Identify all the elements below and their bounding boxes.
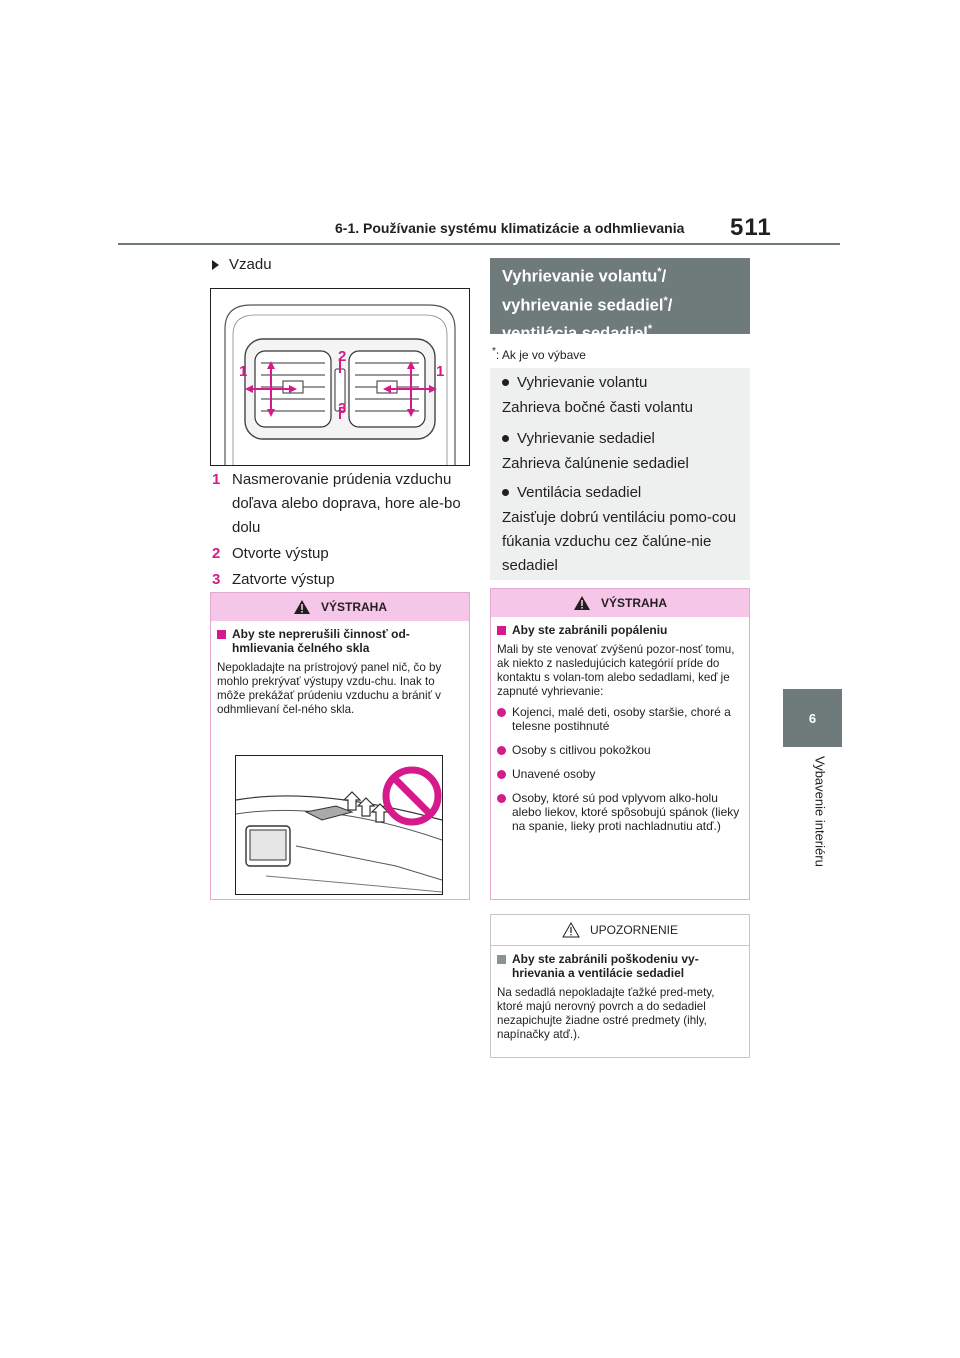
footnote [492, 346, 586, 362]
instruction-number: 1 [212, 471, 221, 488]
feature-title-part-1: Vyhrievanie volantu [502, 267, 658, 286]
bullet-dot-icon [497, 708, 506, 717]
dashboard-illustration [236, 756, 442, 894]
notice-header [491, 915, 749, 946]
instruction-text: Zatvorte výstup [232, 571, 335, 588]
chapter-tab [783, 689, 842, 747]
warning-subtitle-row [491, 617, 749, 637]
warning-bullet-text: Osoby, ktoré sú pod vplyvom alko-holu alebo liekov, ktoré spôsobujú spánok (lieky na spanie, lieky proti nachladnutiu atď.) [512, 791, 740, 833]
bullet-dot-icon [502, 379, 509, 386]
warning-bullet-text: Unavené osoby [512, 767, 596, 781]
feature-label: Vyhrievanie volantu [517, 374, 648, 391]
warning-header [491, 589, 749, 617]
feature-label: Ventilácia sedadiel [517, 484, 642, 501]
bullet-dot-icon [497, 770, 506, 779]
warning-bullet-text: Kojenci, malé deti, osoby staršie, choré a telesne postihnuté [512, 705, 731, 733]
feature-item [502, 430, 655, 447]
instruction-item [212, 568, 474, 592]
dashboard-figure [235, 755, 443, 895]
bullet-dot-icon [497, 794, 506, 803]
square-bullet-icon [217, 630, 226, 639]
warning-title: VÝSTRAHA [600, 596, 667, 610]
warning-text: Nepokladajte na prístrojový panel nič, čo by mohlo prekrývať výstupy vzdu-chu. Inak to môže prekážať prúdeniu vzduchu a brániť v odhmlievaní čel-ného skla. [217, 661, 442, 716]
chapter-number: 6 [808, 710, 817, 726]
footnote-text: : Ak je vo výbave [495, 348, 586, 362]
feature-section-title [490, 258, 750, 343]
rear-vent-illustration [211, 289, 469, 465]
triangle-bullet-icon [212, 260, 219, 270]
feature-title-part-2: / vyhrievanie sedadiel [502, 267, 667, 314]
section-title: 6-1. Používanie systému klimatizácie a odhmlievania [335, 220, 685, 236]
rear-vent-figure [210, 288, 470, 466]
figure-label-1-right: 1 [436, 363, 445, 380]
feature-desc: Zahrieva bočné časti volantu [502, 399, 693, 416]
warning-title: VÝSTRAHA [320, 600, 387, 614]
header-rule [118, 243, 840, 245]
warning-bullet-text: Osoby s citlivou pokožkou [512, 743, 651, 757]
notice-subtitle-row [491, 946, 749, 980]
feature-label: Vyhrievanie sedadiel [517, 430, 655, 447]
instruction-item [212, 468, 474, 540]
figure-label-2: 2 [338, 348, 347, 365]
feature-item [502, 374, 647, 391]
chapter-label: Vybavenie interiéru [812, 756, 828, 867]
rear-subheading [212, 256, 272, 273]
warning-text: Mali by ste venovať zvýšenú pozor-nosť tomu, ak niekto z nasledujúcich kategórií príde do kontaktu s volan-tom alebo sedadlami, keď je zapnuté vyhrievanie: [497, 643, 735, 698]
bullet-dot-icon [502, 435, 509, 442]
instruction-number: 2 [212, 545, 221, 562]
figure-label-3: 3 [338, 400, 347, 417]
feature-list-box [490, 368, 750, 580]
chapter-label-box [784, 756, 840, 896]
instruction-number: 3 [212, 571, 221, 588]
figure-label-1-left: 1 [239, 363, 248, 380]
square-bullet-icon [497, 626, 506, 635]
bullet-dot-icon [497, 746, 506, 755]
instruction-text: Otvorte výstup [232, 545, 329, 562]
notice-subtitle: Aby ste zabránili poškodeniu vy-hrievania a ventilácie sedadiel [512, 952, 699, 980]
caution-triangle-icon [562, 922, 580, 938]
feature-title-part-3: / ventilácia sedadiel [502, 296, 673, 343]
warning-box-burns [490, 588, 750, 900]
vent-instructions [212, 468, 474, 594]
asterisk: * [657, 266, 662, 278]
instruction-text: Nasmerovanie prúdenia vzduchu doľava alebo doprava, hore ale-bo dolu [232, 471, 461, 536]
asterisk: * [647, 323, 653, 335]
warning-subtitle-row [211, 621, 469, 655]
page-number: 511 [730, 214, 772, 241]
warning-bullet [491, 733, 749, 757]
notice-box [490, 914, 750, 1058]
warning-bullet [491, 699, 749, 733]
feature-desc: Zahrieva čalúnenie sedadiel [502, 455, 689, 472]
warning-triangle-icon [293, 599, 311, 615]
bullet-dot-icon [502, 489, 509, 496]
rear-subheading-text: Vzadu [229, 256, 272, 273]
warning-bullet [491, 757, 749, 781]
feature-item [502, 484, 641, 501]
warning-triangle-icon [573, 595, 591, 611]
notice-title: UPOZORNENIE [589, 923, 678, 937]
instruction-item [212, 542, 474, 566]
warning-subtitle: Aby ste zabránili popáleniu [512, 623, 668, 637]
feature-desc: Zaisťuje dobrú ventiláciu pomo-cou fúkania vzduchu cez čalúne-nie sedadiel [502, 509, 737, 574]
warning-header [211, 593, 469, 621]
asterisk: * [663, 294, 668, 307]
notice-text: Na sedadlá nepokladajte ťažké pred-mety, ktoré majú nerovný povrch a do sedadiel nezapichujte žiadne ostré predmety (ihly, napínačky atď.). [497, 986, 715, 1041]
warning-subtitle: Aby ste neprerušili činnosť od-hmlievania čelného skla [232, 627, 410, 655]
square-bullet-icon [497, 955, 506, 964]
asterisk: * [492, 346, 496, 357]
warning-bullet [491, 781, 749, 833]
